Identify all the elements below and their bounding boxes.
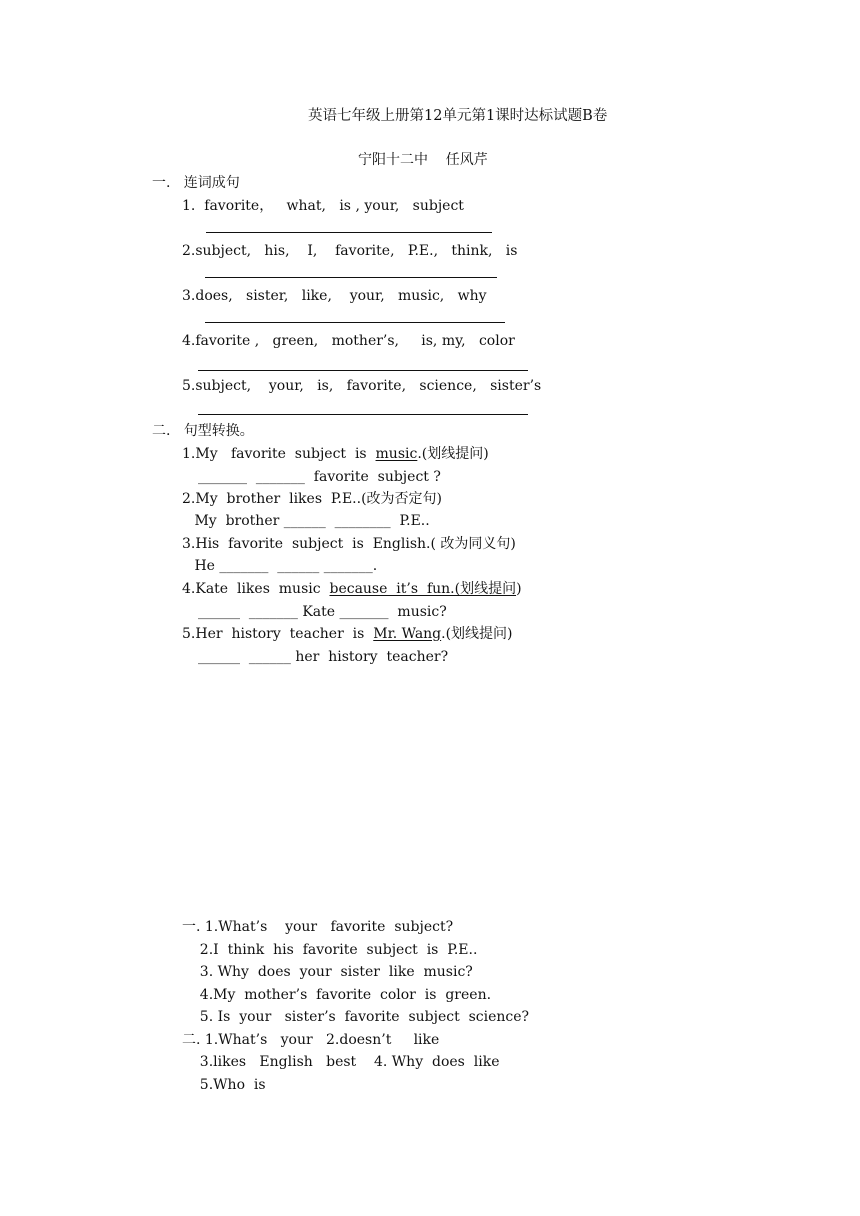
answer-blank-line (198, 414, 528, 415)
answer-key-line: 2.I think his favorite subject is P.E.. (182, 942, 478, 958)
answer-key-line: 3. Why does your sister like music? (182, 964, 473, 980)
answer-blank-line (198, 370, 528, 371)
section1-item-3: 3.does, sister, like, your, music, why (182, 288, 487, 304)
question-instruction: ) (516, 581, 522, 597)
section1-item-1: 1. favorite， what, is , your, subject (182, 198, 464, 214)
section2-answer-3: He _______ ______ _______. (190, 558, 378, 574)
section1-heading: 一. 连词成句 (152, 175, 240, 191)
section2-answer-2: My brother ______ ________ P.E.. (190, 513, 430, 529)
answer-key-line: 一. 1.What’s your favorite subject? (182, 919, 454, 935)
answer-blank-line (205, 322, 505, 323)
question-text: 4.Kate likes music (182, 581, 330, 597)
document-author: 宁阳十二中 任风芹 (358, 152, 488, 168)
underlined-phrase: Mr. Wang (373, 626, 442, 642)
section2-question-5 (182, 624, 513, 644)
answer-blank-line (205, 277, 497, 278)
section2-question-3: 3.His favorite subject is English.( 改为同义句) (182, 536, 516, 552)
question-instruction: .(划线提问) (417, 446, 489, 462)
section1-item-2: 2.subject, his, I, favorite, P.E., think, is (182, 243, 518, 259)
section2-answer-5: ______ ______ her history teacher? (198, 649, 449, 665)
section2-answer-4: ______ _______ Kate _______ music? (198, 604, 447, 620)
section2-question-2: 2.My brother likes P.E..(改为否定句) (182, 491, 442, 507)
answer-key-line: 5. Is your sister’s favorite subject science? (182, 1009, 530, 1025)
question-text: 1.My favorite subject is (182, 446, 376, 462)
question-instruction: .(划线提问) (441, 626, 513, 642)
answer-blank-line (206, 232, 492, 233)
section1-item-5: 5.subject, your, is, favorite, science, sister’s (182, 378, 542, 394)
answer-key-line: 二. 1.What’s your 2.doesn’t like (182, 1032, 440, 1048)
question-text: 5.Her history teacher is (182, 626, 374, 642)
answer-key-line: 4.My mother’s favorite color is green. (182, 987, 492, 1003)
section1-item-4: 4.favorite , green, mother’s, is, my, color (182, 333, 515, 349)
document-title: 英语七年级上册第12单元第1课时达标试题B卷 (308, 108, 608, 124)
answer-key-line: 3.likes English best 4. Why does like (182, 1054, 500, 1070)
underlined-phrase: music (375, 446, 418, 462)
underlined-phrase: because it’s fun.(划线提问 (329, 581, 517, 597)
section2-answer-1: _______ _______ favorite subject ? (198, 469, 441, 485)
section2-question-4 (182, 579, 522, 599)
section2-heading: 二. 句型转换。 (152, 423, 254, 439)
answer-key-line: 5.Who is (182, 1077, 266, 1093)
section2-question-1 (182, 444, 489, 464)
